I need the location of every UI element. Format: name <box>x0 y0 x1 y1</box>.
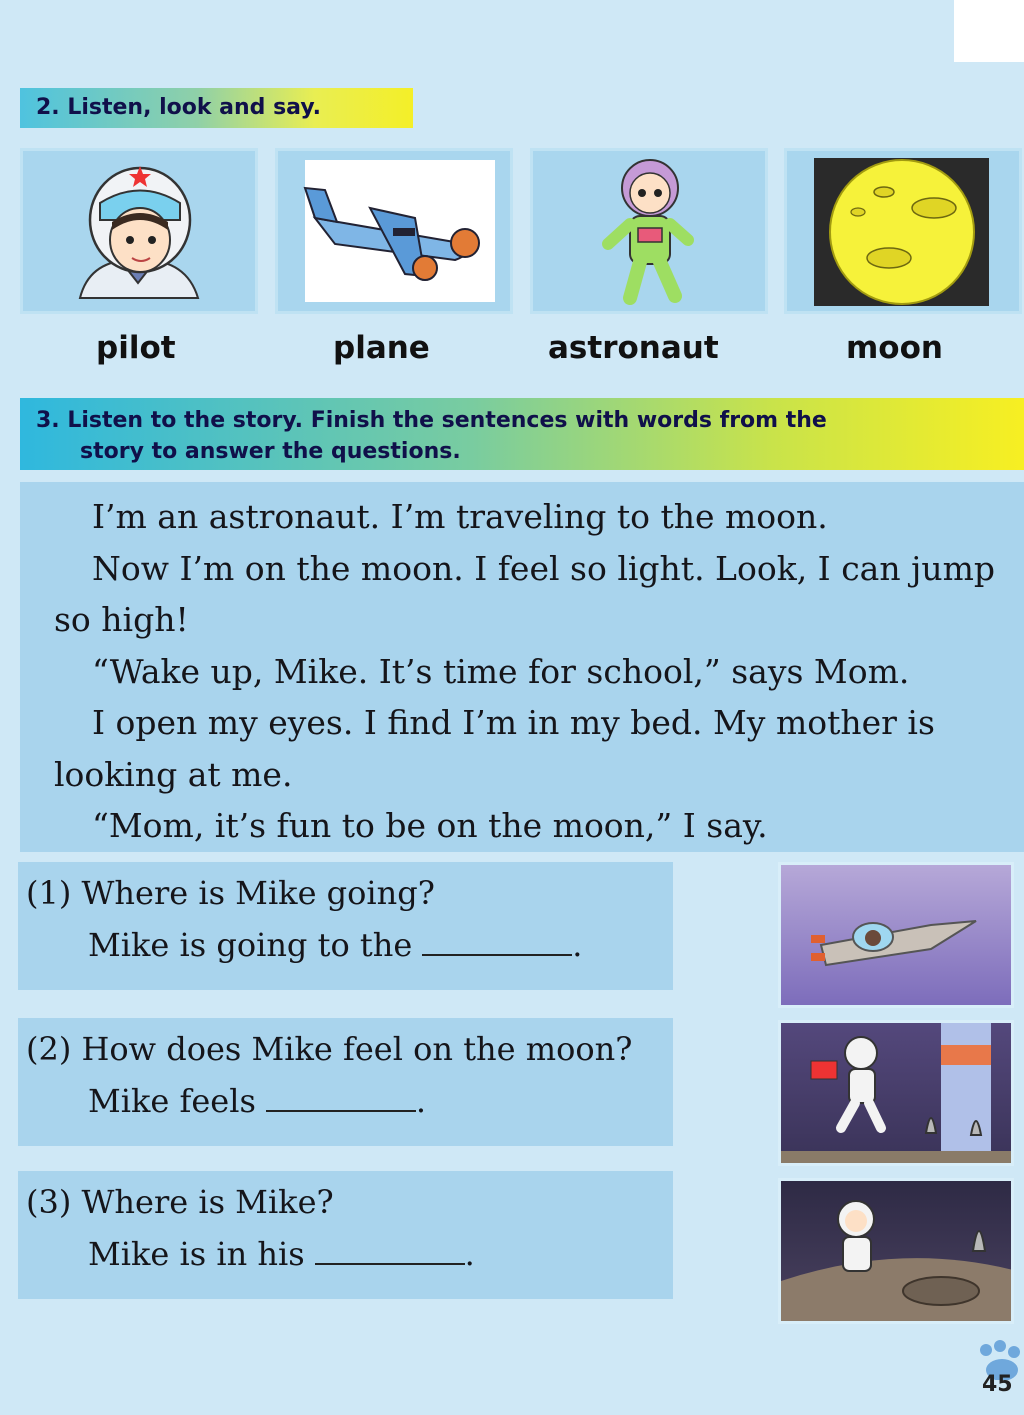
section-2-title: 2. Listen, look and say. <box>36 95 322 120</box>
astronaut-on-moon-icon <box>781 1181 1014 1324</box>
plane-card <box>275 148 513 314</box>
question-2 <box>18 1018 673 1146</box>
moon-icon <box>784 148 1022 314</box>
answer-3-line <box>88 1235 475 1273</box>
question-1 <box>18 862 673 990</box>
answer-2-text: Mike feels <box>88 1082 256 1120</box>
astronaut-icon <box>530 148 768 314</box>
question-1-text: (1) Where is Mike going? <box>26 874 435 912</box>
astronaut-jumping-icon <box>781 1023 1014 1166</box>
story-panel <box>20 482 1024 852</box>
section-3-header <box>20 398 1024 470</box>
story-paragraph: “Wake up, Mike. It’s time for school,” says Mom. <box>92 651 910 691</box>
page-corner <box>954 0 1024 62</box>
answer-1-text: Mike is going to the <box>88 926 413 964</box>
section-3-title-line1: 3. Listen to the story. Finish the sentences with words from the <box>36 408 827 433</box>
vocab-word-plane: plane <box>333 330 430 366</box>
question-2-text: (2) How does Mike feel on the moon? <box>26 1030 633 1068</box>
answer-2-line <box>88 1082 426 1120</box>
rocket-icon <box>781 865 1014 1008</box>
answer-1-end: . <box>572 926 583 964</box>
answer-1-line <box>88 926 582 964</box>
answer-1-blank[interactable] <box>422 930 572 956</box>
vocab-word-moon: moon <box>846 330 943 366</box>
pilot-card <box>20 148 258 314</box>
answer-3-text: Mike is in his <box>88 1235 305 1273</box>
rocket-picture <box>778 862 1014 1008</box>
story-paragraph: I open my eyes. I find I’m in my bed. My mother is looking at me. <box>54 703 935 794</box>
vocab-word-pilot: pilot <box>96 330 176 366</box>
answer-2-end: . <box>415 1082 427 1120</box>
pilot-icon <box>20 148 258 314</box>
astronaut-jumping-picture <box>778 1020 1014 1166</box>
astronaut-card <box>530 148 768 314</box>
question-3 <box>18 1171 673 1299</box>
story-paragraph: “Mom, it’s fun to be on the moon,” I say. <box>92 806 768 845</box>
section-2-header <box>20 88 413 128</box>
question-3-text: (3) Where is Mike? <box>26 1183 334 1221</box>
answer-3-end: . <box>464 1235 475 1273</box>
vocab-word-astronaut: astronaut <box>548 330 719 366</box>
faint-background-title <box>340 38 700 88</box>
astronaut-on-moon-picture <box>778 1178 1014 1324</box>
page-number: 45 <box>982 1372 1013 1397</box>
plane-icon <box>275 148 513 314</box>
answer-3-blank[interactable] <box>315 1239 465 1265</box>
answer-2-blank[interactable] <box>266 1086 416 1112</box>
story-paragraph: I’m an astronaut. I’m traveling to the moon. <box>92 497 828 536</box>
moon-card <box>784 148 1022 314</box>
section-3-title-line2: story to answer the questions. <box>80 439 461 464</box>
story-paragraph: Now I’m on the moon. I feel so light. Look, I can jump so high! <box>54 548 996 639</box>
